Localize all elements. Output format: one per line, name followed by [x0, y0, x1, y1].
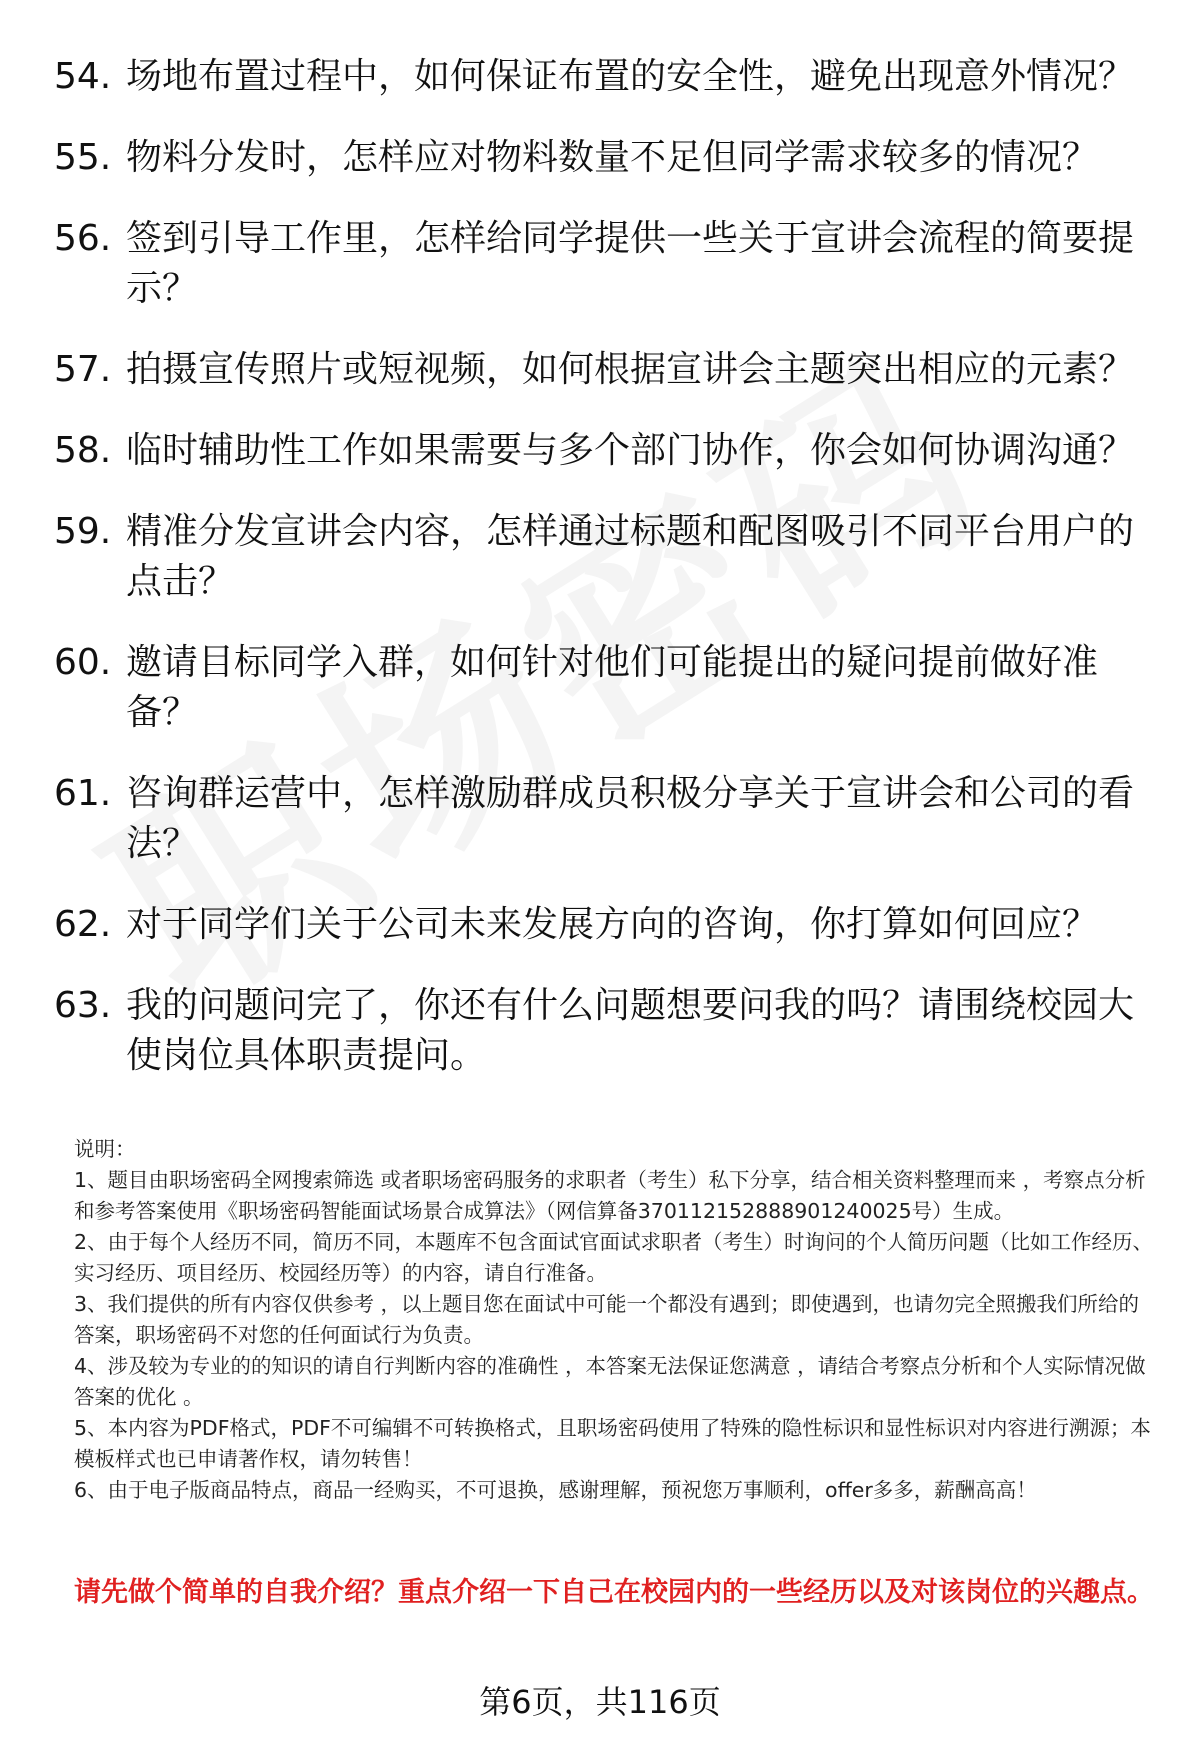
notes-heading: 说明：	[74, 1137, 136, 1161]
highlighted-question: 请先做个简单的自我介绍？重点介绍一下自己在校园内的一些经历以及对该岗位的兴趣点。	[74, 1577, 1154, 1608]
question-item	[54, 769, 1154, 869]
question-text: 咨询群运营中，怎样激励群成员积极分享关于宣讲会和公司的看法？	[126, 773, 1135, 864]
question-number: 59.	[54, 511, 112, 552]
question-text: 对于同学们关于公司未来发展方向的咨询，你打算如何回应？	[126, 904, 1099, 945]
question-text: 邀请目标同学入群，如何针对他们可能提出的疑问提前做好准备？	[126, 642, 1099, 733]
note-item: 6、由于电子版商品特点，商品一经购买，不可退换，感谢理解，预祝您万事顺利，offer多多，薪酬高高！	[74, 1478, 1037, 1502]
question-item	[54, 426, 1154, 476]
question-text: 场地布置过程中，如何保证布置的安全性，避免出现意外情况？	[126, 56, 1135, 97]
question-number: 55.	[54, 137, 112, 178]
question-text: 精准分发宣讲会内容，怎样通过标题和配图吸引不同平台用户的点击？	[126, 511, 1135, 602]
question-text: 临时辅助性工作如果需要与多个部门协作，你会如何协调沟通？	[126, 430, 1135, 471]
question-item	[54, 52, 1154, 102]
question-number: 54.	[54, 56, 112, 97]
note-item: 5、本内容为PDF格式，PDF不可编辑不可转换格式，且职场密码使用了特殊的隐性标识和显性标识对内容进行溯源；本模板样式也已申请著作权，请勿转售！	[74, 1416, 1151, 1471]
question-item	[54, 214, 1154, 314]
question-text: 签到引导工作里，怎样给同学提供一些关于宣讲会流程的简要提示？	[126, 218, 1135, 309]
question-number: 62.	[54, 904, 112, 945]
question-item	[54, 345, 1154, 395]
question-number: 58.	[54, 430, 112, 471]
question-list	[54, 52, 1154, 1112]
question-item	[54, 981, 1154, 1081]
question-item	[54, 638, 1154, 738]
disclaimer-notes	[74, 1134, 1159, 1506]
note-item: 2、由于每个人经历不同，简历不同，本题库不包含面试官面试求职者（考生）时询问的个人简历问题（比如工作经历、实习经历、项目经历、校园经历等）的内容，请自行准备。	[74, 1230, 1154, 1285]
question-number: 63.	[54, 985, 112, 1026]
question-number: 56.	[54, 218, 112, 259]
note-item: 4、涉及较为专业的的知识的请自行判断内容的准确性 ，本答案无法保证您满意 ，请结合考察点分析和个人实际情况做答案的优化 。	[74, 1354, 1146, 1409]
question-item	[54, 507, 1154, 607]
question-number: 61.	[54, 773, 112, 814]
note-item: 3、我们提供的所有内容仅供参考 ，以上题目您在面试中可能一个都没有遇到；即使遇到，也请勿完全照搬我们所给的答案，职场密码不对您的任何面试行为负责。	[74, 1292, 1140, 1347]
question-item	[54, 900, 1154, 950]
note-item: 1、题目由职场密码全网搜索筛选 或者职场密码服务的求职者（考生）私下分享，结合相关资料整理而来 ，考察点分析和参考答案使用《职场密码智能面试场景合成算法》（网信算备370112152888901240025号）生成。	[74, 1168, 1146, 1223]
question-number: 60.	[54, 642, 112, 683]
question-text: 拍摄宣传照片或短视频，如何根据宣讲会主题突出相应的元素？	[126, 349, 1135, 390]
question-text: 物料分发时，怎样应对物料数量不足但同学需求较多的情况？	[126, 137, 1099, 178]
question-number: 57.	[54, 349, 112, 390]
question-text: 我的问题问完了，你还有什么问题想要问我的吗？请围绕校园大使岗位具体职责提问。	[126, 985, 1135, 1076]
page-number: 第6页，共116页	[479, 1683, 721, 1721]
question-item	[54, 133, 1154, 183]
